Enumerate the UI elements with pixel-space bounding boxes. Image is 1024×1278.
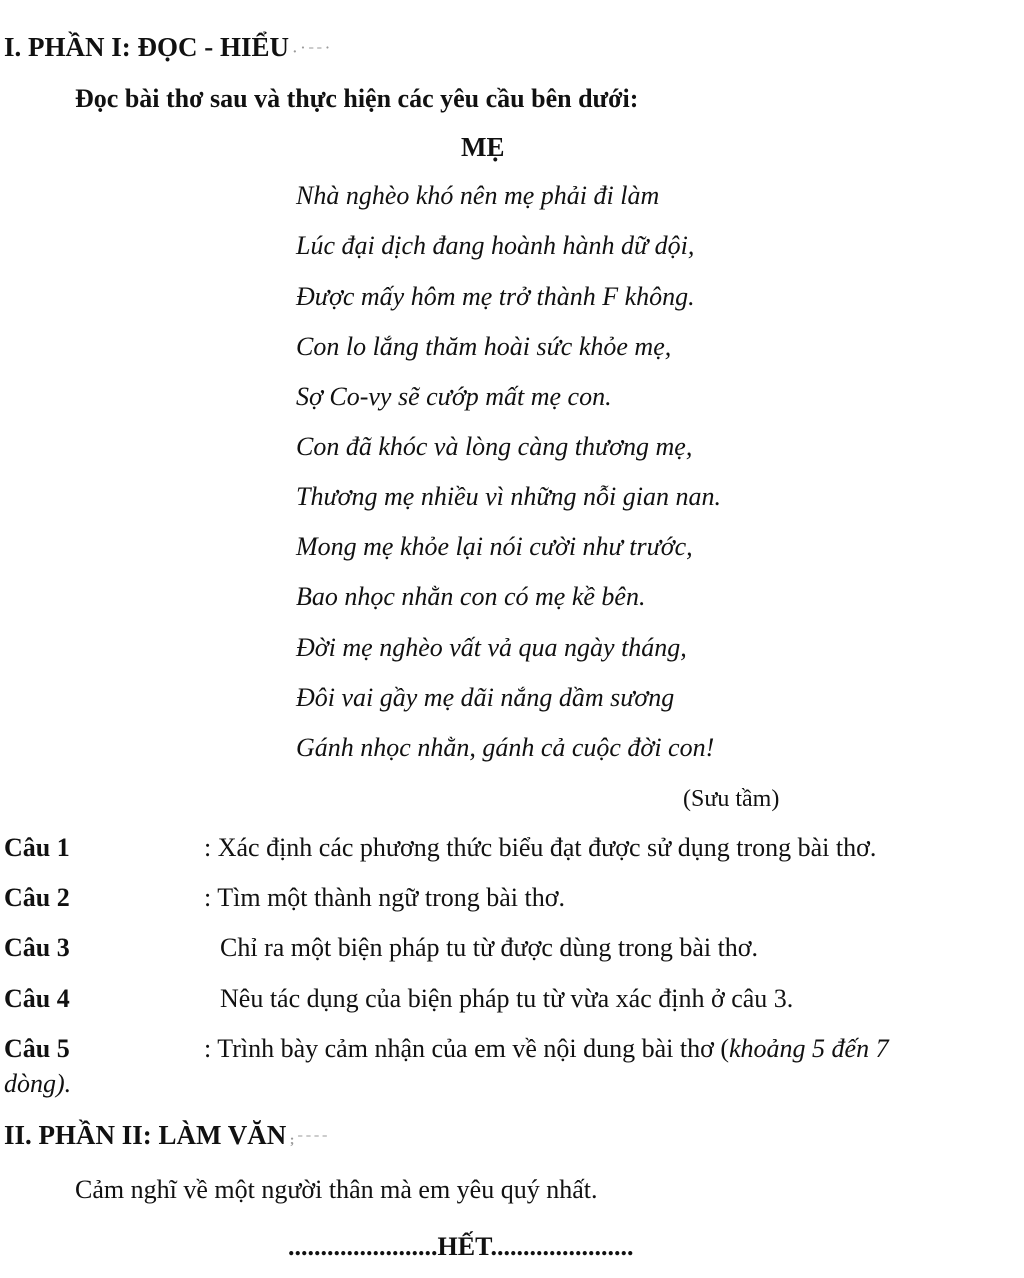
poem-line: Nhà nghèo khó nên mẹ phải đi làm [296, 181, 660, 210]
question-text: : Tìm một thành ngữ trong bài thơ. [204, 883, 566, 912]
poem-line: Lúc đại dịch đang hoành hành dữ dội, [296, 231, 695, 260]
question-text: Nêu tác dụng của biện pháp tu từ vừa xác định ở câu 3. [220, 984, 794, 1013]
part2-heading [4, 1120, 327, 1151]
part1-heading [4, 32, 330, 63]
smudge-mark: ; ˉ ˉ ˉ ˉ [286, 1133, 328, 1148]
question-text-continuation [4, 1069, 71, 1099]
question-label: Câu 5 [4, 1034, 70, 1063]
poem-line: Con đã khóc và lòng càng thương mẹ, [296, 432, 693, 461]
instruction-text: Đọc bài thơ sau và thực hiện các yêu cầu bên dưới: [75, 84, 639, 113]
question-label: Câu 3 [4, 933, 70, 962]
poem-source: (Sưu tầm) [683, 786, 780, 812]
part2-heading-text: II. PHẦN II: LÀM VĂN [4, 1120, 287, 1150]
question-text: : Xác định các phương thức biểu đạt được sử dụng trong bài thơ. [204, 833, 877, 862]
poem-line: Thương mẹ nhiều vì những nỗi gian nan. [296, 482, 721, 511]
poem-line: Được mấy hôm mẹ trở thành F không. [296, 282, 695, 311]
question-text [204, 1034, 889, 1064]
poem-line: Con lo lắng thăm hoài sức khỏe mẹ, [296, 332, 672, 361]
question-text-main: : Trình bày cảm nhận của em về nội dung bài thơ ( [204, 1034, 729, 1063]
end-mark: .......................HẾT...................... [288, 1232, 634, 1261]
question-text-continuation-italic: dòng). [4, 1069, 72, 1098]
question-text-italic: khoảng 5 đến 7 [729, 1034, 889, 1063]
poem-line: Sợ Co-vy sẽ cướp mất mẹ con. [296, 382, 612, 411]
question-text: Chỉ ra một biện pháp tu từ được dùng trong bài thơ. [220, 933, 759, 962]
question-label: Câu 2 [4, 883, 70, 912]
poem-line: Đời mẹ nghèo vất vả qua ngày tháng, [296, 633, 687, 662]
poem-line: Bao nhọc nhằn con có mẹ kề bên. [296, 582, 646, 611]
poem-line: Đôi vai gầy mẹ dãi nắng dầm sương [296, 683, 675, 712]
part1-heading-text: I. PHẦN I: ĐỌC - HIỂU [4, 32, 290, 62]
poem-line: Mong mẹ khỏe lại nói cười như trước, [296, 532, 693, 561]
smudge-mark: · ˙ ˉ ˉ ˙ [289, 45, 330, 60]
essay-prompt: Cảm nghĩ về một người thân mà em yêu quý nhất. [75, 1175, 598, 1204]
poem-title: MẸ [461, 132, 505, 162]
poem-line: Gánh nhọc nhằn, gánh cả cuộc đời con! [296, 733, 715, 762]
question-label: Câu 4 [4, 984, 70, 1013]
question-label: Câu 1 [4, 833, 70, 862]
